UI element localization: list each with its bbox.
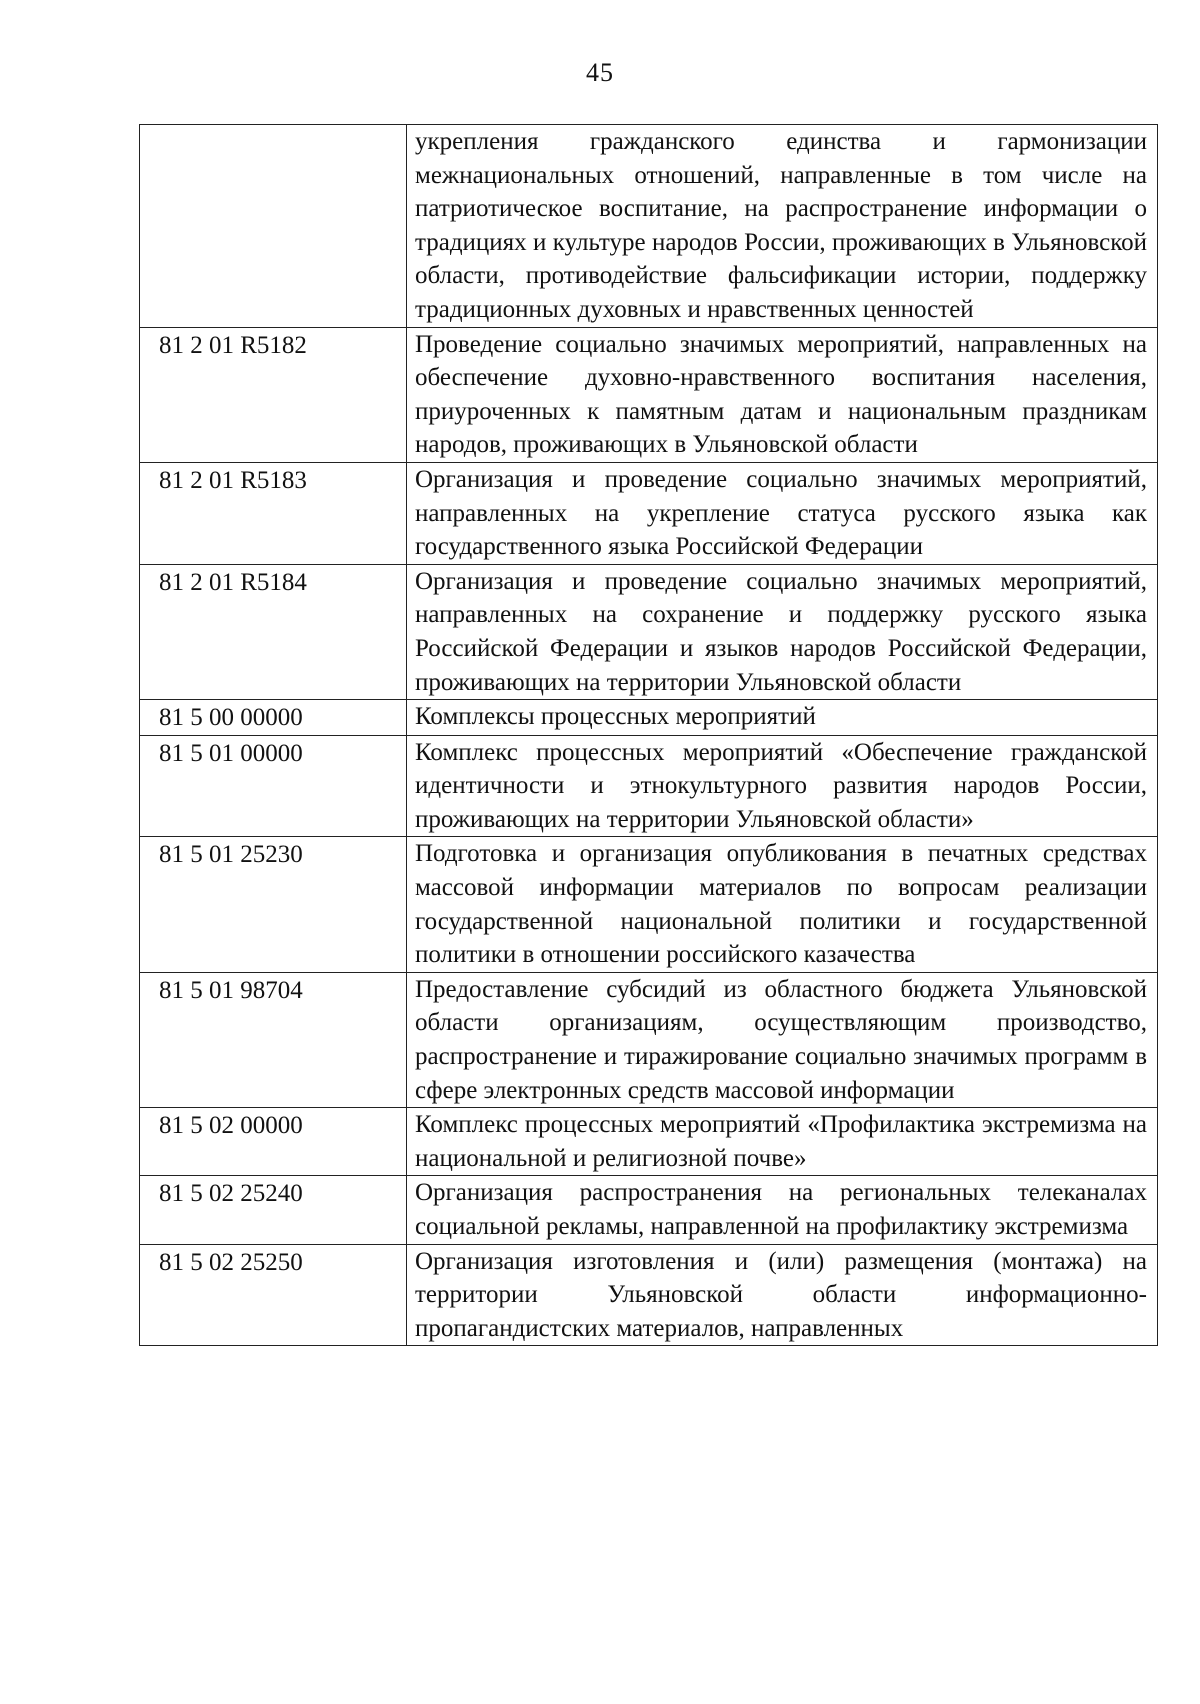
row-code: 81 2 01 R5182 [140,327,407,462]
row-description: Комплекс процессных мероприятий «Профилактика экстремизма на национальной и религиозной почве» [407,1108,1158,1176]
row-description: Организация распространения на региональных телеканалах социальной рекламы, направленной на профилактику экстремизма [407,1176,1158,1244]
table-row [140,564,1158,699]
row-code: 81 2 01 R5184 [140,564,407,699]
row-code: 81 5 01 00000 [140,735,407,837]
row-description: Проведение социально значимых мероприятий, направленных на обеспечение духовно-нравственного воспитания населения, приуроченных к памятным датам и национальным праздникам народов, проживающих в Ульяновской области [407,327,1158,462]
row-code: 81 2 01 R5183 [140,462,407,564]
table-row [140,972,1158,1107]
budget-classification-table [139,124,1158,1346]
table-row [140,1176,1158,1244]
row-description: укрепления гражданского единства и гармонизации межнациональных отношений, направленные в том числе на патриотическое воспитание, на распространение информации о традициях и культуре народов России, проживающих в Ульяновской области, противодействие фальсификации истории, поддержку традиционных духовных и нравственных ценностей [407,125,1158,328]
row-code: 81 5 02 25250 [140,1244,407,1346]
row-code: 81 5 01 25230 [140,837,407,972]
row-code: 81 5 02 25240 [140,1176,407,1244]
row-description: Подготовка и организация опубликования в печатных средствах массовой информации материалов по вопросам реализации государственной национальной политики и государственной политики в отношении российского казачества [407,837,1158,972]
table-row [140,837,1158,972]
row-description: Предоставление субсидий из областного бюджета Ульяновской области организациям, осуществляющим производство, распространение и тиражирование социально значимых программ в сфере электронных средств массовой информации [407,972,1158,1107]
table-row [140,700,1158,736]
row-code: 81 5 01 98704 [140,972,407,1107]
table-row [140,125,1158,328]
row-description: Организация и проведение социально значимых мероприятий, направленных на укрепление статуса русского языка как государственного языка Российской Федерации [407,462,1158,564]
table-row [140,1244,1158,1346]
row-description: Организация изготовления и (или) размещения (монтажа) на территории Ульяновской области информационно-пропагандистских материалов, направленных [407,1244,1158,1346]
row-code [140,125,407,328]
page-number: 45 [586,58,614,87]
row-description: Организация и проведение социально значимых мероприятий, направленных на сохранение и поддержку русского языка Российской Федерации и языков народов Российской Федерации, проживающих на территории Ульяновской области [407,564,1158,699]
row-description: Комплекс процессных мероприятий «Обеспечение гражданской идентичности и этнокультурного развития народов России, проживающих на территории Ульяновской области» [407,735,1158,837]
row-code: 81 5 02 00000 [140,1108,407,1176]
table-row [140,1108,1158,1176]
table-row [140,462,1158,564]
table-row [140,327,1158,462]
row-code: 81 5 00 00000 [140,700,407,736]
table-row [140,735,1158,837]
row-description: Комплексы процессных мероприятий [407,700,1158,736]
